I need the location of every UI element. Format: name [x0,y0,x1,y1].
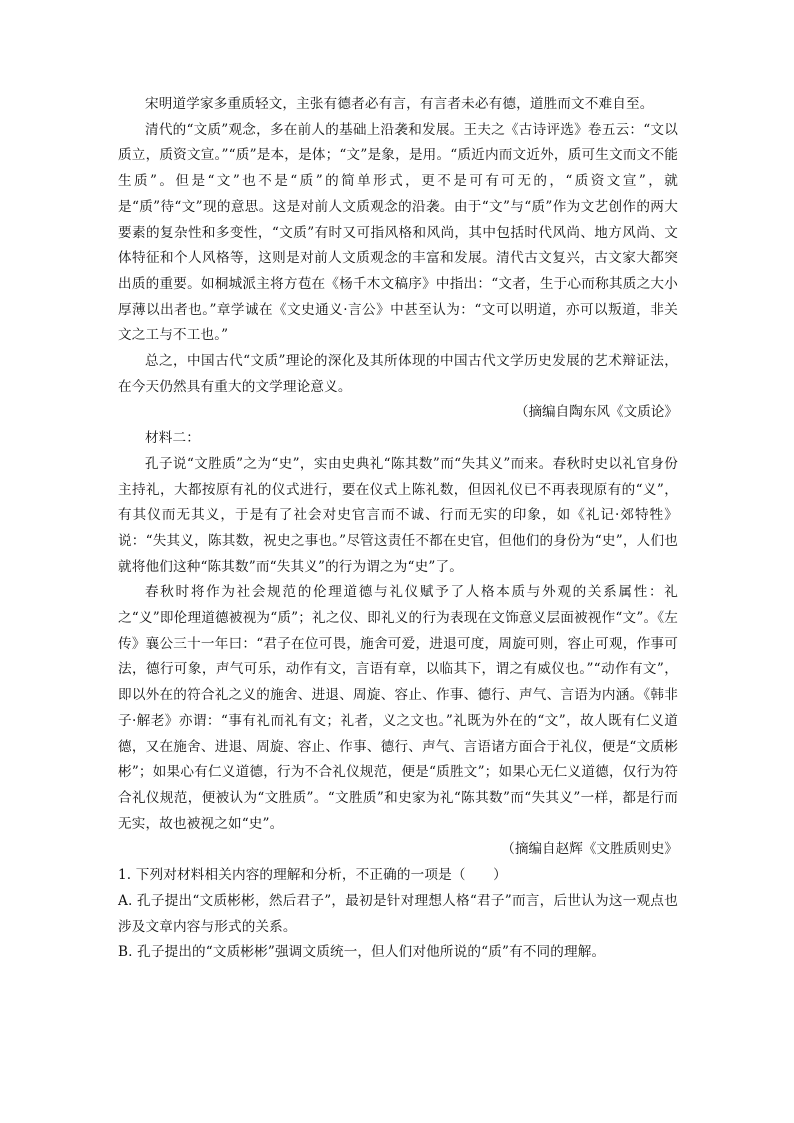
material1-source: （摘编自陶东风《文质论》 [514,404,678,421]
material2-paragraph-2: 春秋时将作为社会规范的伦理道德与礼仪赋予了人格本质与外观的关系属性：礼之“义”即伦理道德被视为“质”；礼之仪、即礼义的行为表现在文饰意义层面被视作“文”。《左传》襄公三十一年曰：“君子在位可畏，施舍可爱，进退可度，周旋可则，容止可观，作事可法，德行可象，声气可乐，动作有文，言语有章，以临其下，谓之有威仪也。”“动作有文”，即以外在的符合礼之义的施舍、进退、周旋、容止、作事、德行、声气、言语为内涵。《韩非子·解老》亦谓：“事有礼而礼有文；礼者，义之文也。”礼既为外在的“文”，故人既有仁义道德，又在施舍、进退、周旋、容止、作事、德行、声气、言语诸方面合于礼仪，便是“文质彬彬”；如果心有仁义道德，行为不合礼仪规范，便是“质胜文”；如果心无仁义道德，仅行为符合礼仪规范，便被认为“文胜质”。“文胜质”和史家为礼“陈其数”而“失其义”一样，都是行而无实，故也被视之如“史”。 [118,584,678,832]
material2-paragraph-1: 孔子说“文胜质”之为“史”，实由史典礼“陈其数”而“失其义”而来。春秋时史以礼官身份主持礼，大都按原有礼的仪式进行，要在仪式上陈礼数，但因礼仪已不再表现原有的“义”，有其仪而无其义，于是有了社会对史官言而不诚、行而无实的印象，如《礼记·郊特牲》说：“失其义，陈其数，祝史之事也。”尽管这责任不都在史官，但他们的身份为“史”，人们也就将他们这种“陈其数”而“失其义”的行为谓之为“史”了。 [118,455,678,575]
document-page [118,92,678,966]
question-1-option-a: A. 孔子提出“文质彬彬，然后君子”，最初是针对理想人格“君子”而言，后世认为这一观点也涉及文章内容与形式的关系。 [118,892,678,935]
material1-paragraph-3: 总之，中国古代“文质”理论的深化及其所体现的中国古代文学历史发展的艺术辩证法，在今天仍然具有重大的文学理论意义。 [118,353,678,395]
question-1-stem: 1. 下列对材料相关内容的理解和分析，不正确的一项是（ ） [118,867,507,884]
material2-heading: 材料二： [145,430,200,447]
material2-source: （摘编自赵辉《文胜质则史》 [501,841,678,858]
material1-paragraph-1: 宋明道学家多重质轻文，主张有德者必有言，有言者未必有德，道胜而文不难自至。 [145,96,654,112]
material1-paragraph-2: 清代的“文质”观念，多在前人的基础上沿袭和发展。王夫之《古诗评选》卷五云：“文以质立，质资文宣。”“质”是本，是体；“文”是象，是用。“质近内而文近外，质可生文而文不能生质”。但是“文”也不是“质”的简单形式，更不是可有可无的，“质资文宣”，就是“质”待“文”现的意思。这是对前人文质观念的沿袭。由于“文”与“质”作为文艺创作的两大要素的复杂性和多变性，“文质”有时又可指风格和风尚，其中包括时代风尚、地方风尚、文体特征和个人风格等，这则是对前人文质观念的丰富和发展。清代古文复兴，古文家大都突出质的重要。如桐城派主将方苞在《杨千木文稿序》中指出：“文者，生于心而称其质之大小厚薄以出者也。”章学诚在《文史通义·言公》中甚至认为：“文可以明道，亦可以叛道，非关文之工与不工也。” [118,121,678,344]
question-1-option-b: B. 孔子提出的“文质彬彬”强调文质统一，但人们对他所说的“质”有不同的理解。 [118,944,606,961]
